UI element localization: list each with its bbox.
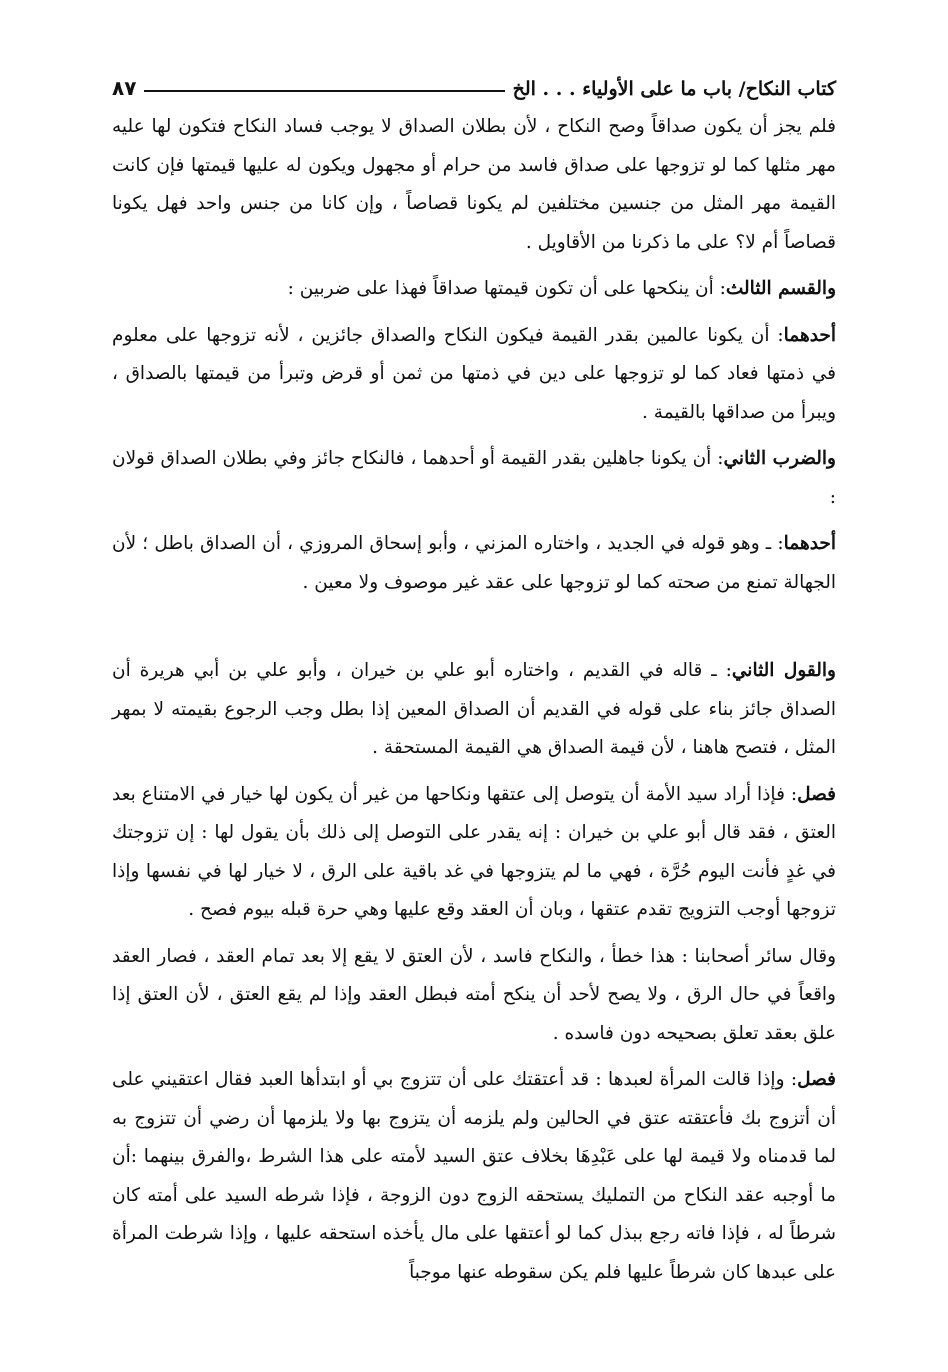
paragraph-text: : أن يكونا جاهلين بقدر القيمة أو أحدهما ، فالنكاح جائز وفي بطلان الصداق قولان : xyxy=(112,448,836,508)
paragraph-text: وقال سائر أصحابنا : هذا خطأ ، والنكاح فاسد ، لأن العتق لا يقع إلا بعد تمام العقد ، فصار العقد واقعاً في حال الرق ، ولا يصح لأحد أن ينكح أمته فبطل العقد وإذا لم يقع العتق ، لأن العتق إذا علق بعقد تعلق بصحيحه دون فاسده . xyxy=(112,945,836,1044)
paragraph-7 xyxy=(112,776,836,930)
paragraph-4 xyxy=(112,440,836,517)
paragraph-8 xyxy=(112,938,836,1054)
paragraph-5 xyxy=(112,525,836,602)
paragraph-text: : فإذا أراد سيد الأمة أن يتوصل إلى عتقها ونكاحها من غير أن يكون لها خيار في الامتناع بعد العتق ، فقد قال أبو علي بن خيران : إنه يقدر على التوصل إلى ذلك بأن يقول لها : إن تزوجتك في غدٍ فأنت اليوم حُرَّة ، فهي ما لم يتزوجها في غد باقية على الرق ، لا خيار لها في نفسها وإذا تزوجها أوجب التزويج تقدم عتقها ، وبان أن العقد وقع عليها وهي حرة قبله بيوم فصح . xyxy=(112,783,836,920)
paragraph-3 xyxy=(112,317,836,433)
paragraph-lead: أحدهما xyxy=(783,533,836,554)
paragraph-text: : ـ وهو قوله في الجديد ، واختاره المزني ، وأبو إسحاق المروزي ، أن الصداق باطل ؛ لأن الجهالة تمنع من صحته كما لو تزوجها على عقد غير موصوف ولا معين . xyxy=(112,533,836,593)
paragraph-lead: والضرب الثاني xyxy=(723,448,836,469)
paragraph-lead: أحدهما xyxy=(783,324,836,346)
paragraph-6 xyxy=(112,652,836,768)
paragraph-2 xyxy=(112,270,836,309)
paragraph-text: : أن ينكحها على أن تكون قيمتها صداقاً فهذا على ضربين : xyxy=(287,278,726,299)
header-rule xyxy=(144,90,504,92)
paragraph-1 xyxy=(112,108,836,262)
header-title: كتاب النكاح/ باب ما على الأولياء . . . الخ xyxy=(512,78,836,100)
paragraph-text: : أن يكونا عالمين بقدر القيمة فيكون النكاح والصداق جائزين ، لأنه تزوجها على معلوم في ذمتها فعاد كما لو تزوجها على دين في ذمتها من ثمن أو قرض وتبرأ من قيمتها بالصداق ، ويبرأ من صداقها بالقيمة . xyxy=(112,324,836,423)
paragraph-lead: فصل xyxy=(797,1069,836,1090)
paragraph-lead: والقسم الثالث xyxy=(725,278,836,299)
page-body xyxy=(112,108,836,1292)
paragraph-text: : وإذا قالت المرأة لعبدها : قد أعتقتك على أن تتزوج بي أو ابتدأها العبد فقال اعتقيني على أن أتزوج بك فأعتقته عتق في الحالين ولم يلزمه أن يتزوج بها ولا يلزمها أن رضي أن تتزوج به لما قدمناه ولا قيمة لها على عَبْدِهَا بخلاف عتق السيد لأمته على هذا الشرط ،والفرق بينهما :أن ما أوجبه عقد النكاح من التمليك يستحقه الزوج دون الزوجة ، فإذا شرطه السيد على أمته كان شرطاً له ، فإذا فاته رجع ببذل كما لو أعتقها على مال يأخذه استحقه عليها ، وإذا شرطت المرأة على عبدها كان شرطاً عليها فلم يكن سقوطه عنها موجباً xyxy=(112,1069,836,1283)
paragraph-lead: والقول الثاني xyxy=(731,660,836,681)
page-number: ٨٧ xyxy=(112,76,137,100)
paragraph-lead: فصل xyxy=(797,783,836,805)
running-header xyxy=(112,70,836,100)
paragraph-9 xyxy=(112,1061,836,1292)
paragraph-text: : ـ قاله في القديم ، واختاره أبو علي بن خيران ، وأبو علي بن أبي هريرة أن الصداق جائز بناء على قوله في القديم أن الصداق المعين إذا بطل وجب الرجوع بقيمته لا بمهر المثل ، فتصح هاهنا ، لأن قيمة الصداق هي القيمة المستحقة . xyxy=(112,660,836,758)
paragraph-text: فلم يجز أن يكون صداقاً وصح النكاح ، لأن بطلان الصداق لا يوجب فساد النكاح فتكون لها عليه مهر مثلها كما لو تزوجها على صداق فاسد من حرام أو مجهول ويكون له عليها قيمتها فإن كانت القيمة مهر المثل من جنسين مختلفين لم يكونا قصاصاً ، وإن كانا من جنس واحد فهل يكونا قصاصاً أم لا؟ على ما ذكرنا من الأقاويل . xyxy=(112,116,836,253)
